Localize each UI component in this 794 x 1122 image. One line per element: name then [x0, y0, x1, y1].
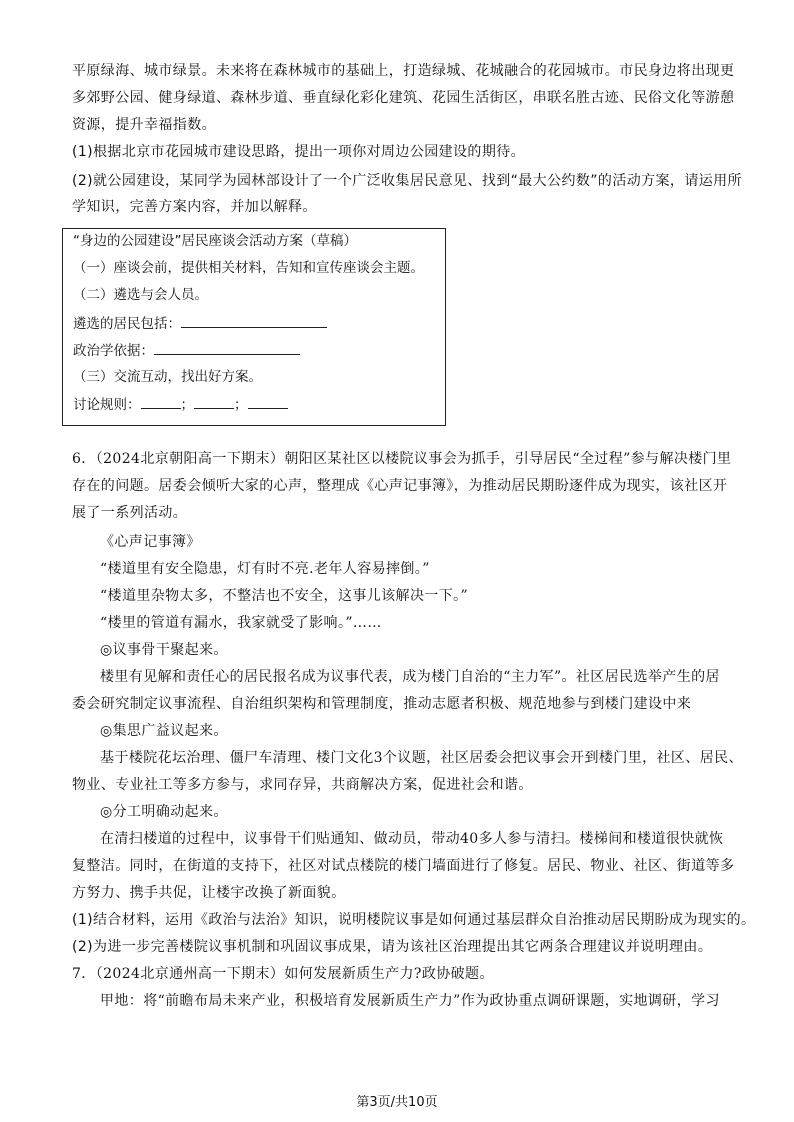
residents-label: 遴选的居民包括：: [73, 316, 181, 332]
book-title: 《心声记事簿》: [100, 534, 201, 550]
activity-plan-box: [62, 228, 446, 426]
plan-rules-row: [73, 394, 288, 415]
rules-label: 讨论规则：: [73, 397, 141, 413]
rules-separator-1: ；: [180, 397, 194, 413]
para-1-line-1: 楼里有见解和责任心的居民报名成为议事代表，成为楼门自治的“主力军”。社区居民选举产生的居: [100, 669, 720, 685]
intro-line-2: 多郊野公园、健身绿道、森林步道、垂直绿化彩化建筑、花园生活街区，串联名胜古迹、民俗文化等游憩: [72, 90, 735, 106]
section-head-2: ◎集思广益议起来。: [100, 723, 228, 739]
para-2-line-2: 物业、专业社工等多方参与，求同存异，共商解决方案，促进社会和谐。: [72, 777, 533, 793]
basis-label: 政治学依据：: [73, 343, 154, 359]
intro-line-3: 资源，提升幸福指数。: [72, 117, 216, 133]
q5-subquestion-2-line-2: 学知识，完善方案内容，并加以解释。: [72, 199, 317, 215]
plan-basis-row: [73, 340, 300, 361]
para-3-line-2: 复整洁。同时，在街道的支持下，社区对试点楼院的楼门墙面进行了修复。居民、物业、社区、街道等多: [72, 858, 735, 874]
plan-step-1: （一）座谈会前，提供相关材料，告知和宣传座谈会主题。: [73, 260, 424, 276]
basis-blank[interactable]: [154, 340, 300, 355]
plan-residents-row: [73, 313, 327, 334]
quote-3: “楼里的管道有漏水，我家就受了影响。”……: [100, 615, 382, 631]
q6-subquestion-2: (2)为进一步完善楼院议事机制和巩固议事成果，请为该社区治理提出其它两条合理建议并说明理由。: [72, 939, 713, 955]
quote-2: “楼道里杂物太多，不整洁也不安全，这事儿该解决一下。”: [100, 588, 469, 604]
q5-subquestion-1: (1)根据北京市花园城市建设思路，提出一项你对周边公园建设的期待。: [72, 144, 526, 160]
para-3-line-1: 在清扫楼道的过程中，议事骨干们贴通知、做动员，带动40多人参与清扫。楼梯间和楼道很快就恢: [100, 831, 724, 847]
rules-blank-2[interactable]: [194, 394, 234, 409]
q6-stem-line-2: 存在的问题。居委会倾听大家的心声，整理成《心声记事簿》，为推动居民期盼逐件成为现实，该社区开: [72, 478, 728, 494]
q6-stem-line-3: 展了一系列活动。: [72, 505, 188, 521]
para-2-line-1: 基于楼院花坛治理、僵尸车清理、楼门文化3个议题，社区居委会把议事会开到楼门里，社区、居民、: [100, 750, 743, 766]
rules-blank-3[interactable]: [248, 394, 288, 409]
section-head-1: ◎议事骨干聚起来。: [100, 642, 228, 658]
quote-1: “楼道里有安全隐患，灯有时不亮.老年人容易摔倒。”: [100, 561, 430, 577]
residents-blank[interactable]: [181, 313, 327, 328]
page-number: 第3页/共10页: [356, 1095, 438, 1110]
para-3-line-3: 方努力、携手共促，让楼宇改换了新面貌。: [72, 885, 346, 901]
rules-blank-1[interactable]: [141, 394, 181, 409]
para-1-line-2: 委会研究制定议事流程、自治组织架构和管理制度，推动志愿者积极、规范地参与到楼门建设中来: [72, 696, 692, 712]
q6-subquestion-1: (1)结合材料，运用《政治与法治》知识，说明楼院议事是如何通过基层群众自治推动居民期盼成为现实的。: [72, 912, 756, 928]
q6-stem-line-1: 6．（2024北京朝阳高一下期末）朝阳区某社区以楼院议事会为抓手，引导居民“全过程”参与解决楼门里: [72, 451, 732, 467]
q5-subquestion-2-line-1: (2)就公园建设，某同学为园林部设计了一个广泛收集居民意见、找到“最大公约数”的活动方案，请运用所: [72, 173, 742, 189]
section-head-3: ◎分工明确动起来。: [100, 804, 228, 820]
q7-stem-line-2: 甲地：将“前瞻布局未来产业，积极培育发展新质生产力”作为政协重点调研课题，实地调研，学习: [100, 993, 720, 1009]
intro-line-1: 平原绿海、城市绿景。未来将在森林城市的基础上，打造绿城、花城融合的花园城市。市民身边将出现更: [72, 63, 735, 79]
plan-step-2: （二）遴选与会人员。: [73, 287, 208, 303]
plan-step-3: （三）交流互动，找出好方案。: [73, 369, 262, 385]
plan-title: “身边的公园建设”居民座谈会活动方案（草稿）: [73, 233, 357, 249]
q7-stem-line-1: 7．（2024北京通州高一下期末）如何发展新质生产力?政协破题。: [72, 966, 494, 982]
rules-separator-2: ；: [234, 397, 248, 413]
